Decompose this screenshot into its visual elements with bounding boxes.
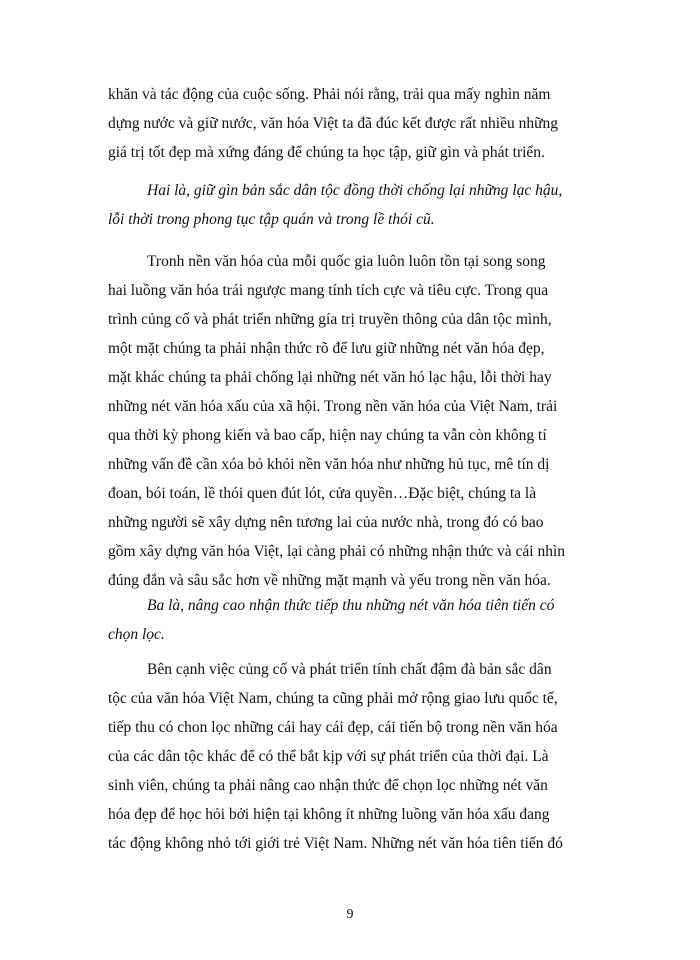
section-heading-ba-la: [108, 591, 637, 649]
paragraph-body: [108, 247, 598, 595]
text-line: Ba là, nâng cao nhận thức tiếp thu những nét văn hóa tiên tiến có: [147, 597, 555, 614]
text-line: những nét văn hóa xấu của xã hội. Trong nền văn hóa của Việt Nam, trải: [108, 398, 558, 415]
text-line: Hai là, giữ gìn bản sắc dân tộc đồng thời chống lại những lạc hậu,: [147, 182, 563, 199]
text-line: những người sẽ xây dựng nên tương lai của nước nhà, trong đó có bao: [108, 514, 544, 531]
text-line: dựng nước và giữ nước, văn hóa Việt ta đã đúc kết được rất nhiều những: [108, 115, 558, 132]
text-line: lỗi thời trong phong tục tập quán và trong lề thói cũ.: [108, 211, 435, 228]
text-line: chọn lọc.: [108, 626, 165, 643]
text-line: Bên cạnh việc củng cố và phát triển tính chất đậm đà bản sắc dân: [147, 661, 552, 678]
paragraph-body: [108, 655, 598, 858]
text-line: tiếp thu có chon lọc những cái hay cái đẹp, cái tiến bộ trong nền văn hóa: [108, 719, 558, 736]
page-number: 9: [346, 907, 354, 922]
text-line: giá trị tốt đẹp mà xứng đáng để chúng ta học tập, giữ gìn và phát triển.: [108, 144, 545, 161]
text-line: tộc của văn hóa Việt Nam, chúng ta cũng phải mở rộng giao lưu quốc tế,: [108, 690, 558, 707]
text-line: đúng đắn và sâu sắc hơn về những mặt mạnh và yếu trong nền văn hóa.: [108, 572, 551, 589]
text-line: hai luồng văn hóa trái ngược mang tính tích cực và tiêu cực. Trong qua: [108, 282, 549, 299]
text-line: mặt khác chúng ta phải chống lại những nét văn hó lạc hậu, lỗi thời hay: [108, 369, 552, 386]
text-line: trình củng cố và phát triển những gía trị truyền thông của dân tộc mình,: [108, 311, 552, 328]
text-line: gồm xây dựng văn hóa Việt, lại càng phải có những nhận thức và cái nhìn: [108, 543, 566, 560]
text-line: hóa đẹp để học hỏi bởi hiện tại không ít những luồng văn hóa xấu đang: [108, 806, 550, 823]
text-line: qua thời kỳ phong kiến và bao cấp, hiện nay chúng ta vẫn còn không tí: [108, 427, 547, 444]
text-line: tác động không nhỏ tới giới trẻ Việt Nam. Những nét văn hóa tiên tiến đó: [108, 835, 563, 852]
text-line: khăn và tác động của cuộc sống. Phải nói rằng, trải qua mấy nghìn năm: [108, 86, 551, 103]
text-line: Tronh nền văn hóa của mỗi quốc gia luôn luôn tồn tại song song: [147, 253, 546, 270]
text-line: đoan, bói toán, lề thói quen đút lót, cửa quyền…Đặc biệt, chúng ta là: [108, 485, 537, 502]
text-line: những vấn đề cần xóa bỏ khỏi nền văn hóa như những hủ tục, mê tín dị: [108, 456, 550, 473]
paragraph-intro: [108, 80, 598, 167]
text-line: một mặt chúng ta phải nhận thức rõ để lưu giữ những nét văn hóa đẹp,: [108, 340, 545, 357]
section-heading-hai-la: [108, 176, 637, 234]
text-line: của các dân tộc khác để có thể bắt kịp với sự phát triển của thời đại. Là: [108, 748, 549, 765]
text-line: sinh viên, chúng ta phải nâng cao nhận thức để chọn lọc những nét văn: [108, 777, 548, 794]
